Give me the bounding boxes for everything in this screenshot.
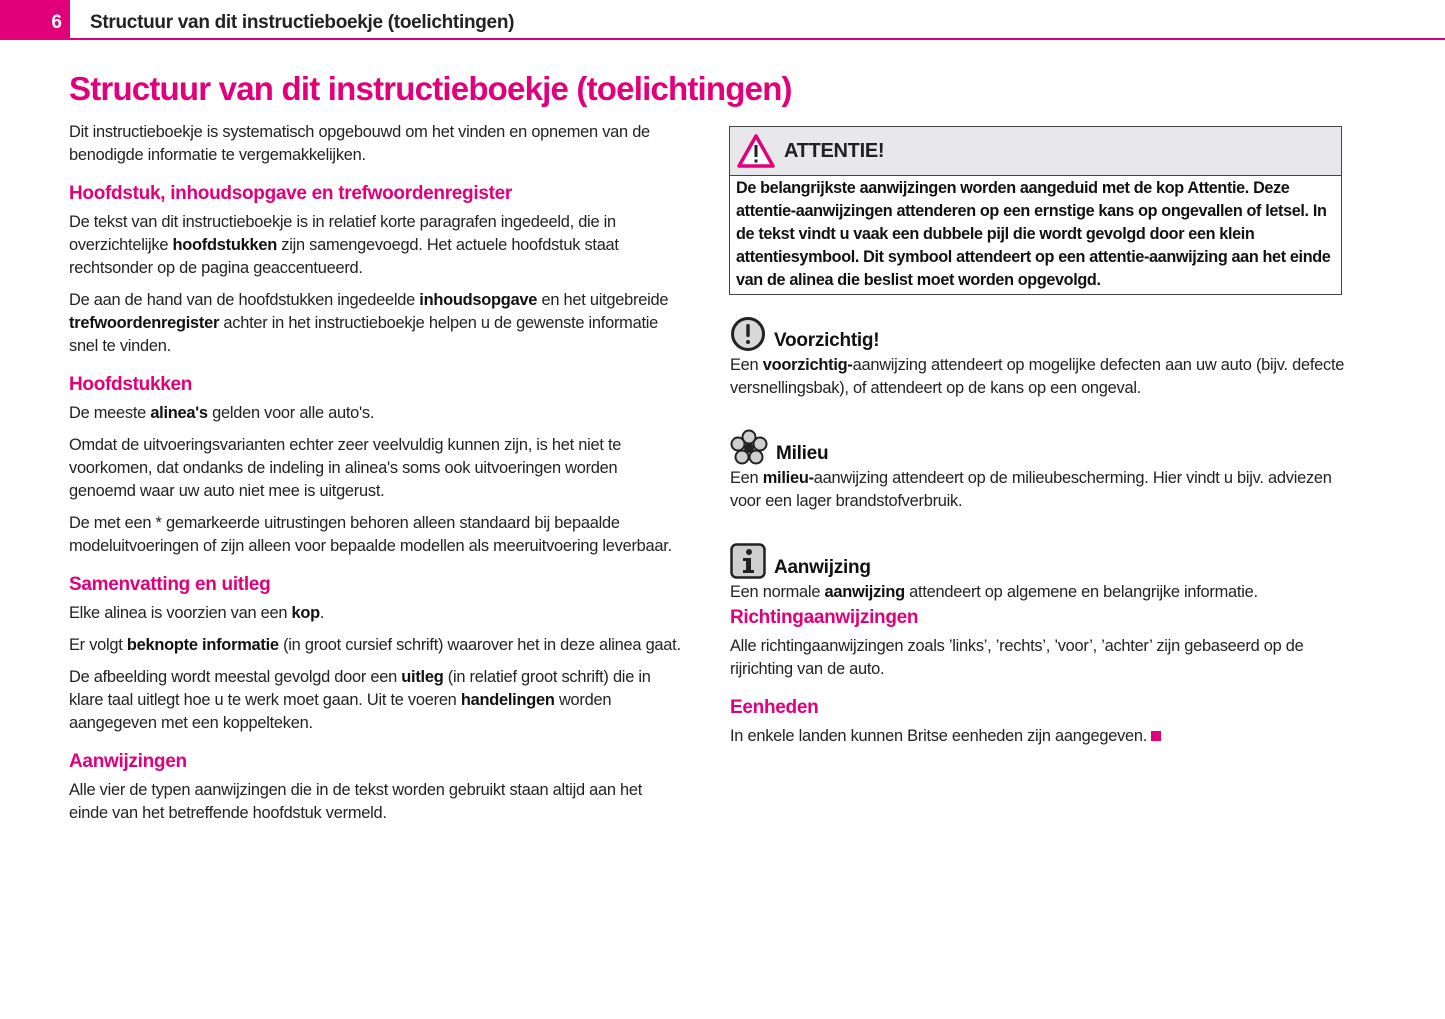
warning-box xyxy=(729,126,1342,295)
text-run: achter in het instructieboekje helpen u de gewenste informatie snel te vinden. xyxy=(69,314,659,355)
text-run: (in relatief groot schrift) die in klare taal uitlegt hoe u te werk moet gaan. Uit te voeren xyxy=(69,668,651,709)
paragraph xyxy=(69,512,684,558)
text-run: De met een * gemarkeerde uitrustingen behoren alleen standaard bij bepaalde modeluitvoeringen of zijn alleen voor bepaalde modellen als meeruitvoering leverbaar. xyxy=(69,514,672,555)
section-heading: Aanwijzingen xyxy=(69,751,187,772)
info-icon xyxy=(730,543,766,579)
paragraph xyxy=(69,211,684,280)
info-note xyxy=(730,543,1345,604)
caution-title: Voorzichtig! xyxy=(774,330,880,351)
section-heading: Hoofdstuk, inhoudsopgave en trefwoordenregister xyxy=(69,183,512,204)
environment-title: Milieu xyxy=(776,443,829,464)
caution-text xyxy=(730,354,1345,400)
paragraph xyxy=(69,289,684,358)
section-heading: Samenvatting en uitleg xyxy=(69,574,271,595)
caution-note xyxy=(730,316,1345,400)
warning-triangle-icon xyxy=(736,133,776,169)
bold-term: alinea's xyxy=(150,404,208,422)
text-run: Omdat de uitvoeringsvarianten echter zeer veelvuldig kunnen zijn, is het niet te voorkomen, dat ondanks de indeling in alinea's soms ook uitvoeringen worden genoemd waar uw auto niet mee is uitgerust. xyxy=(69,436,622,500)
bold-term: uitleg xyxy=(401,668,444,686)
paragraph xyxy=(69,602,684,625)
flower-icon xyxy=(730,429,768,465)
header-rule xyxy=(70,38,1445,40)
text-run: zijn samengevoegd. Het actuele hoofdstuk staat rechtsonder op de pagina geaccentueerd. xyxy=(69,236,619,277)
page-title: Structuur van dit instructieboekje (toelichtingen) xyxy=(69,70,792,107)
text-run: . xyxy=(319,604,325,622)
environment-note xyxy=(730,429,1345,513)
text-run: Alle vier de typen aanwijzingen die in de tekst worden gebruikt staan altijd aan het einde van het betreffende hoofdstuk vermeld. xyxy=(69,781,643,822)
text-run: aanwijzing attendeert op de milieubescherming. Hier vindt u bijv. adviezen voor een lager brandstofverbruik. xyxy=(730,469,1332,510)
text-run: en het uitgebreide xyxy=(537,291,669,309)
paragraph xyxy=(69,666,684,735)
bold-term: kop xyxy=(291,604,320,622)
text-run: attendeert op algemene en belangrijke informatie. xyxy=(904,583,1258,601)
bold-term: handelingen xyxy=(460,691,555,709)
end-of-section-marker xyxy=(1151,731,1161,741)
paragraph xyxy=(69,779,684,825)
paragraph xyxy=(69,121,684,167)
right-column xyxy=(730,606,1345,757)
info-title: Aanwijzing xyxy=(774,557,871,578)
text-run: Elke alinea is voorzien van een xyxy=(69,604,292,622)
paragraph xyxy=(730,635,1345,681)
section-heading: Hoofdstukken xyxy=(69,374,193,395)
text-run: Een xyxy=(730,356,763,374)
bold-term: aanwijzing xyxy=(824,583,905,601)
bold-term: milieu- xyxy=(762,469,814,487)
paragraph xyxy=(69,634,684,657)
text-run: gelden voor alle auto's. xyxy=(207,404,375,422)
text-run: De aan de hand van de hoofdstukken ingedeelde xyxy=(69,291,420,309)
text-run: De afbeelding wordt meestal gevolgd door een xyxy=(69,668,402,686)
page-number: 6 xyxy=(0,0,70,40)
warning-header xyxy=(730,127,1341,176)
paragraph xyxy=(69,402,684,425)
text-run: worden aangegeven met een koppelteken. xyxy=(69,691,612,732)
exclamation-circle-icon xyxy=(730,316,766,352)
bold-term: hoofdstukken xyxy=(172,236,277,254)
bold-term: beknopte informatie xyxy=(126,636,279,654)
section-heading: Eenheden xyxy=(730,697,819,718)
section-heading: Richtingaanwijzingen xyxy=(730,607,919,628)
text-run: Dit instructieboekje is systematisch opgebouwd om het vinden en opnemen van de benodigde informatie te vergemakkelijken. xyxy=(69,123,650,164)
bold-term: trefwoordenregister xyxy=(69,314,220,332)
bold-term: inhoudsopgave xyxy=(419,291,538,309)
info-text xyxy=(730,581,1345,604)
text-run: Alle richtingaanwijzingen zoals ’links’, ’rechts’, ’voor’, ’achter’ zijn gebaseerd op de rijrichting van de auto. xyxy=(730,637,1304,678)
text-run: In enkele landen kunnen Britse eenheden zijn aangegeven. xyxy=(730,727,1148,745)
text-run: De tekst van dit instructieboekje is in relatief korte paragrafen ingedeeld, die in overzichtelijke xyxy=(69,213,616,254)
paragraph xyxy=(69,434,684,503)
text-run: aanwijzing attendeert op mogelijke defecten aan uw auto (bijv. defecte versnellingsbak), of attendeert op de kans op een ongeval. xyxy=(730,356,1345,397)
left-column xyxy=(69,121,684,834)
environment-text xyxy=(730,467,1345,513)
running-header: Structuur van dit instructieboekje (toelichtingen) xyxy=(90,12,515,33)
text-run: Er volgt xyxy=(69,636,127,654)
warning-title: ATTENTIE! xyxy=(784,139,885,162)
text-run: Een normale xyxy=(730,583,825,601)
bold-term: voorzichtig- xyxy=(762,356,853,374)
paragraph xyxy=(730,725,1345,748)
text-run: (in groot cursief schrift) waarover het in deze alinea gaat. xyxy=(278,636,681,654)
text-run: De meeste xyxy=(69,404,151,422)
text-run: Een xyxy=(730,469,763,487)
warning-text: De belangrijkste aanwijzingen worden aangeduid met de kop Attentie. Deze attentie-aanwijzingen attenderen op een ernstige kans op ongevallen of letsel. In de tekst vindt u vaak een dubbele pijl die wordt gevolgd door een klein attentiesymbool. Dit symbool attendeert op een attentie-aanwijzing aan het einde van de alinea die beslist moet worden opgevolgd. xyxy=(736,179,1331,289)
